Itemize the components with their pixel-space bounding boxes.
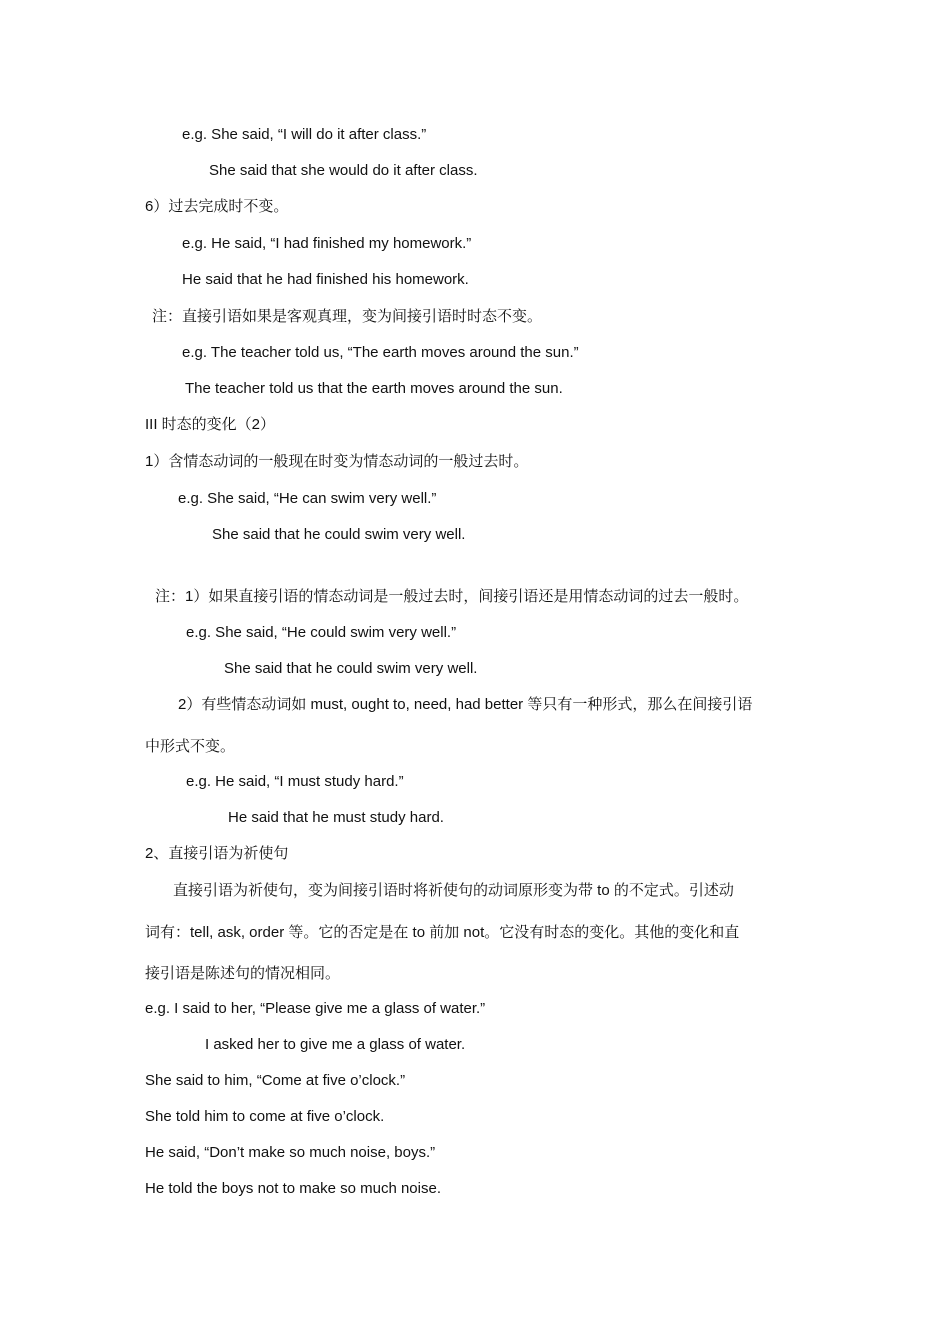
paragraph-line: 词有：tell, ask, order 等。它的否定是在 to 前加 not。它没有时态的变化。其他的变化和直	[145, 924, 740, 941]
example-line: e.g. The teacher told us, “The earth moves around the sun.”	[182, 344, 579, 361]
example-line: e.g. She said, “I will do it after class.”	[182, 126, 427, 143]
section-heading: 2、直接引语为祈使句	[145, 845, 289, 862]
example-line: She said to him, “Come at five o’clock.”	[145, 1072, 406, 1089]
example-line: e.g. He said, “I must study hard.”	[186, 773, 404, 790]
example-line: e.g. She said, “He could swim very well.”	[186, 624, 457, 641]
example-line: She told him to come at five o’clock.	[145, 1108, 385, 1125]
note-line: 中形式不变。	[145, 738, 236, 755]
note-line: 2）有些情态动词如 must, ought to, need, had better 等只有一种形式，那么在间接引语	[178, 696, 753, 713]
paragraph-line: 直接引语为祈使句，变为间接引语时将祈使句的动词原形变为带 to 的不定式。引述动	[173, 882, 734, 899]
section-heading: III 时态的变化（2）	[145, 416, 276, 433]
example-line: e.g. I said to her, “Please give me a glass of water.”	[145, 1000, 486, 1017]
rule-heading: 1）含情态动词的一般现在时变为情态动词的一般过去时。	[145, 453, 529, 470]
example-line: He said that he had finished his homework.	[182, 271, 469, 288]
note-line: 注：直接引语如果是客观真理，变为间接引语时时态不变。	[152, 308, 543, 325]
example-line: He said that he must study hard.	[228, 809, 444, 826]
note-line: 注：1）如果直接引语的情态动词是一般过去时，间接引语还是用情态动词的过去一般时。	[155, 588, 749, 605]
rule-heading: 6）过去完成时不变。	[145, 198, 289, 215]
example-line: I asked her to give me a glass of water.	[205, 1036, 466, 1053]
example-line: She said that he could swim very well.	[212, 526, 466, 543]
example-line: The teacher told us that the earth moves around the sun.	[185, 380, 563, 397]
paragraph-line: 接引语是陈述句的情况相同。	[145, 965, 341, 982]
example-line: She said that he could swim very well.	[224, 660, 478, 677]
example-line: She said that she would do it after class.	[209, 162, 478, 179]
example-line: e.g. She said, “He can swim very well.”	[178, 490, 437, 507]
example-line: e.g. He said, “I had finished my homework.”	[182, 235, 472, 252]
example-line: He told the boys not to make so much noise.	[145, 1180, 441, 1197]
example-line: He said, “Don’t make so much noise, boys.”	[145, 1144, 436, 1161]
